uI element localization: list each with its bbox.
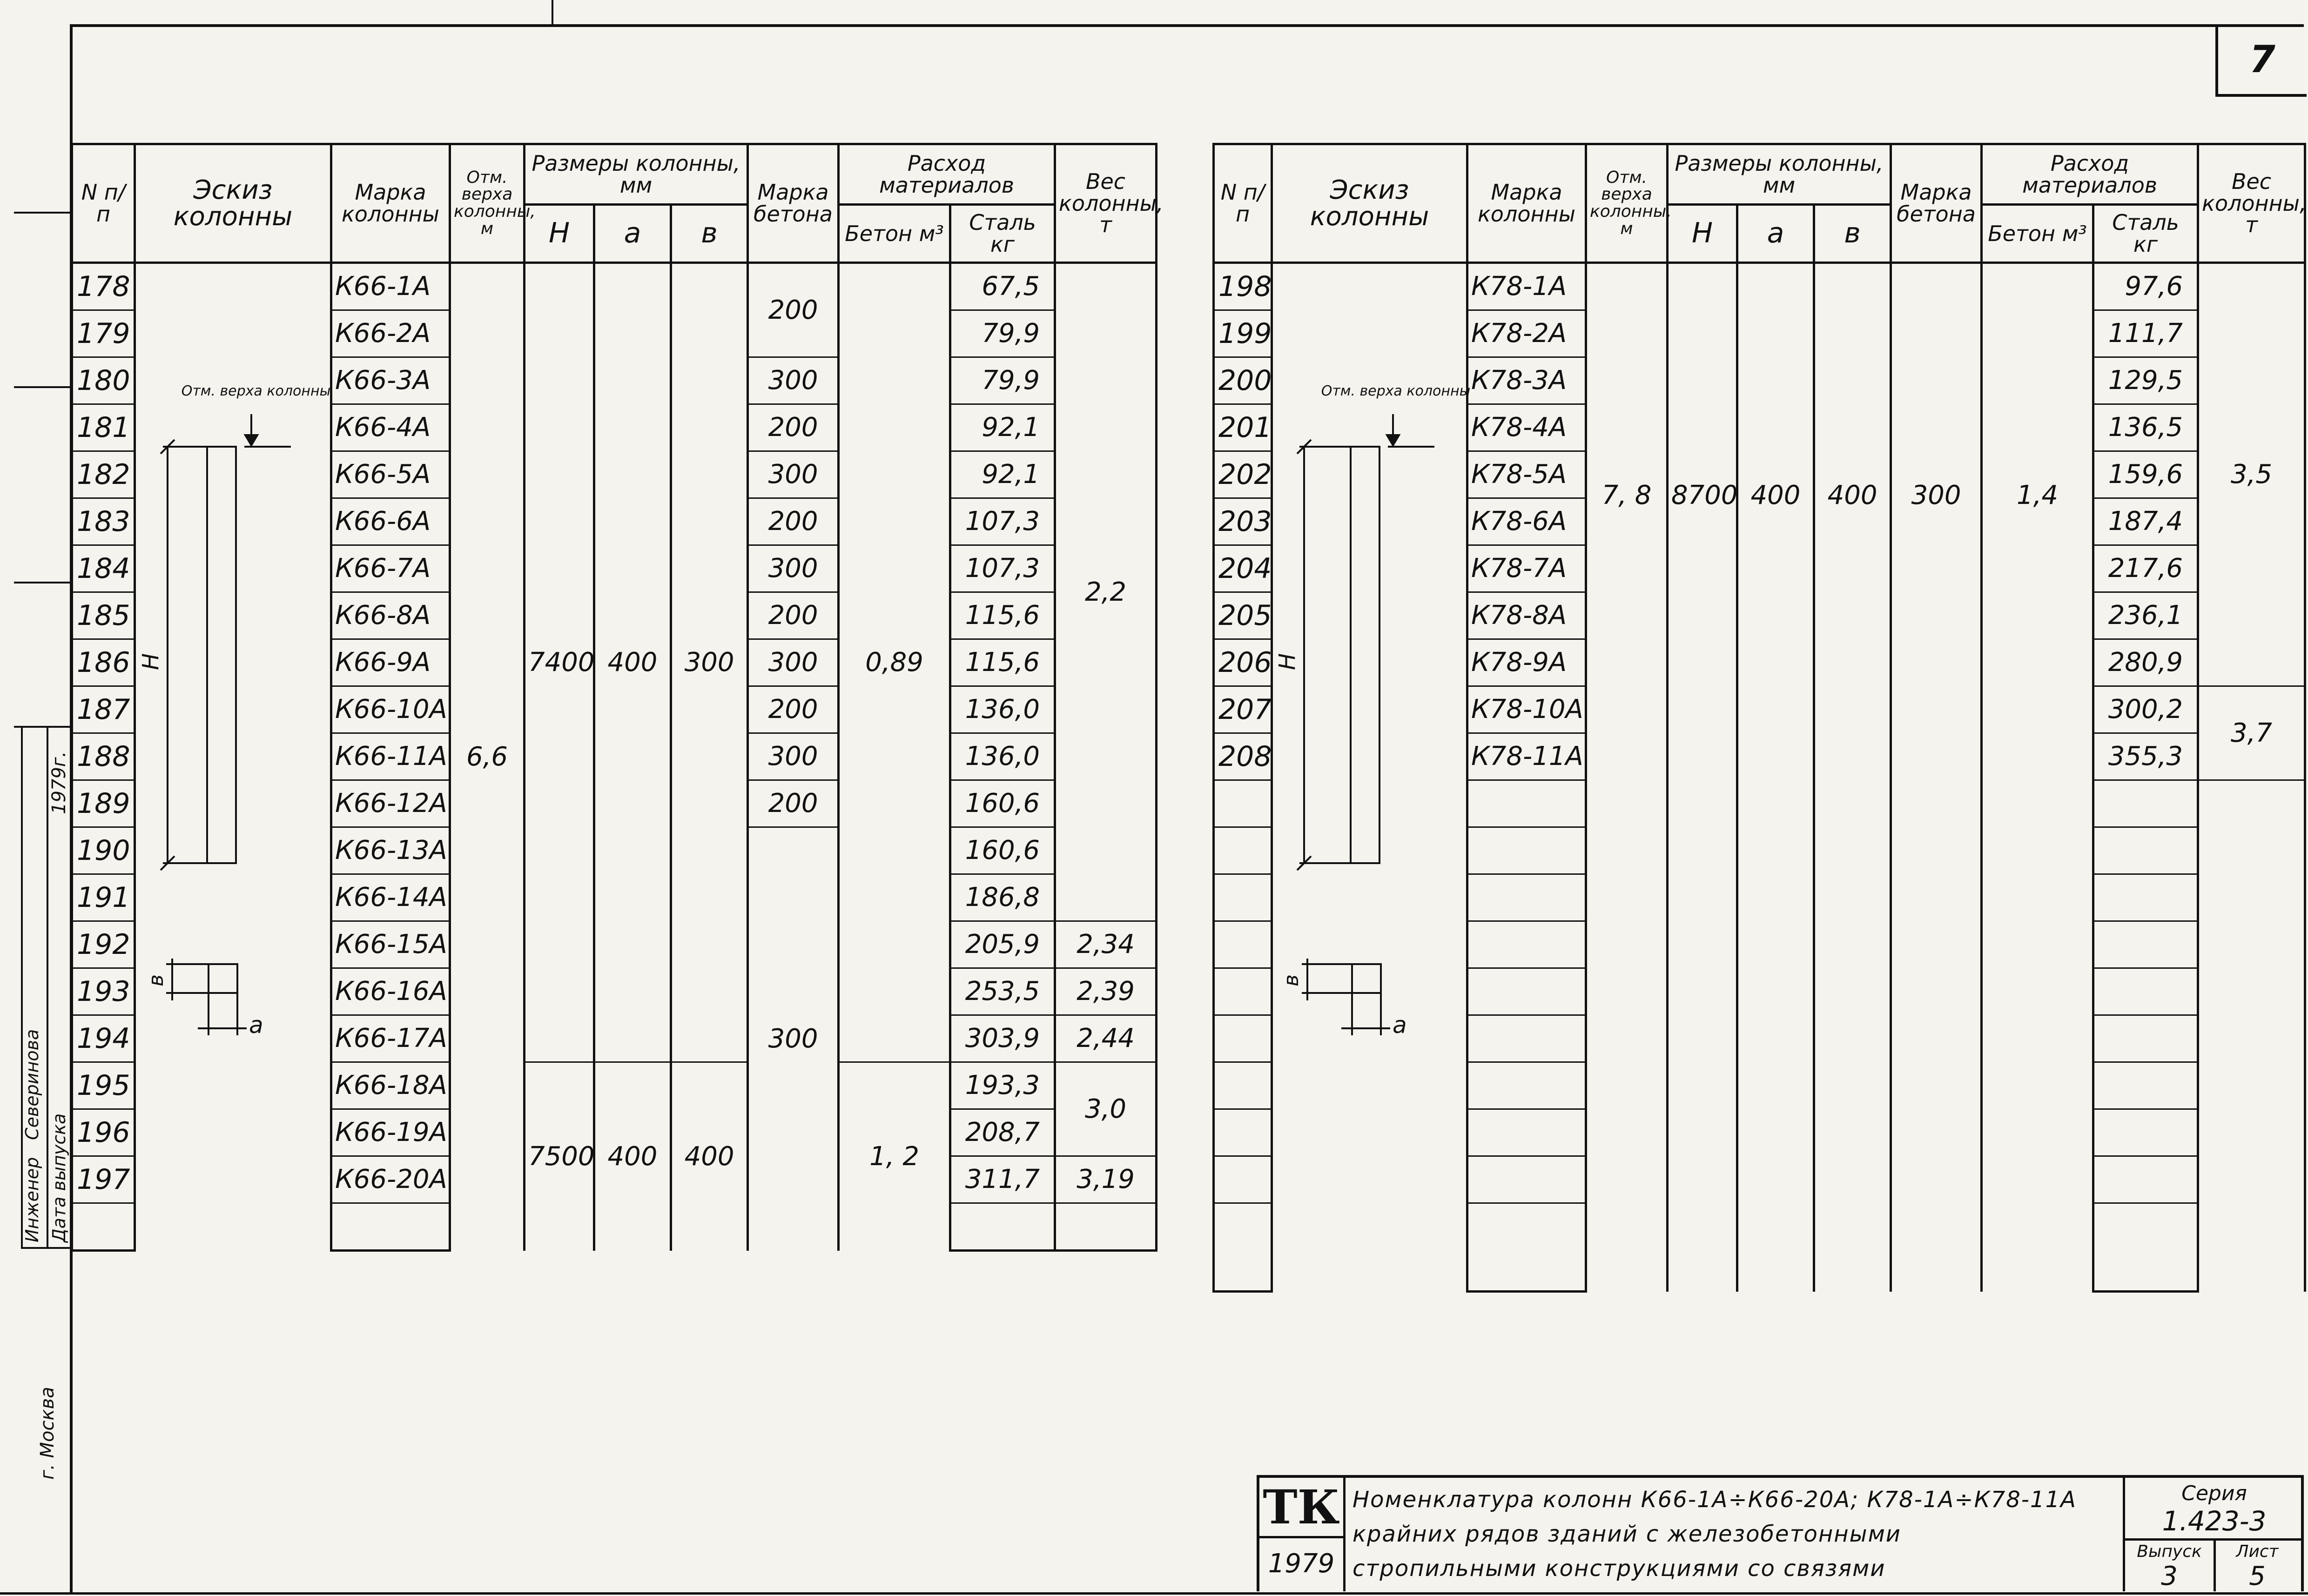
release-date-label: Дата выпуска [49, 1113, 69, 1242]
row-number: 199 [1214, 310, 1272, 357]
weight-value: 3,5 [2198, 263, 2305, 686]
row-empty [2093, 1062, 2198, 1109]
row-empty [2093, 1156, 2198, 1203]
steel-value: 311,7 [950, 1156, 1055, 1203]
header-weight: Вес колонны, т [2198, 144, 2305, 263]
dim-a-value: 400 [1737, 263, 1814, 1292]
row-mark: К66-17А [331, 1015, 450, 1062]
frame-bottom-line [0, 1592, 2308, 1595]
row-number: 186 [72, 639, 135, 686]
concrete-mark-value: 300 [748, 545, 839, 592]
steel-value: 303,9 [950, 1015, 1055, 1062]
sketch-b-label: в [1279, 974, 1303, 986]
column-elevation-outline [1351, 447, 1379, 863]
row-empty [1214, 1203, 1272, 1292]
header-concrete-mark: Марка бетона [748, 144, 839, 263]
steel-empty [950, 1203, 1055, 1251]
row-number: 180 [72, 357, 135, 404]
steel-value: 280,9 [2093, 639, 2198, 686]
row-number: 179 [72, 310, 135, 357]
row-number: 204 [1214, 545, 1272, 592]
stamp-logo-cell [1259, 1478, 1346, 1538]
row-number: 195 [72, 1062, 135, 1109]
row-empty [2093, 1109, 2198, 1156]
row-mark: К66-4А [331, 404, 450, 451]
row-number: 182 [72, 451, 135, 498]
header-dim-a: а [1737, 205, 1814, 263]
sketch-h-label: Н [1274, 653, 1300, 670]
steel-value: 187,4 [2093, 498, 2198, 545]
row-empty [1214, 1015, 1272, 1062]
city-label: г. Москва [37, 1387, 58, 1480]
row-number: 192 [72, 921, 135, 968]
steel-value: 92,1 [950, 451, 1055, 498]
engineer-name: Северинова [22, 1029, 42, 1140]
header-steel: Сталь кг [2093, 205, 2198, 263]
row-number: 191 [72, 874, 135, 921]
concrete-volume-value: 1,4 [1982, 263, 2093, 1292]
header-dim-h: Н [525, 205, 594, 263]
weight-value: 2,39 [1055, 968, 1157, 1015]
header-mark: Марка колонны [1467, 144, 1586, 263]
concrete-mark-value: 300 [748, 733, 839, 780]
weight-value: 3,0 [1055, 1062, 1157, 1156]
row-number: 196 [72, 1109, 135, 1156]
row-mark: К78-11А [1467, 733, 1586, 780]
steel-value: 160,6 [950, 827, 1055, 874]
concrete-volume-value-2: 1, 2 [839, 1062, 950, 1251]
frame-top-line [70, 24, 2304, 27]
header-materials: Расход материалов [1982, 144, 2198, 205]
steel-value: 79,9 [950, 357, 1055, 404]
frame-tick [552, 0, 553, 26]
dim-b-value: 400 [1814, 263, 1891, 1292]
header-dim-b: в [1814, 205, 1891, 263]
concrete-mark-value: 300 [748, 451, 839, 498]
concrete-mark-value: 200 [748, 404, 839, 451]
sketch-a-label: а [1393, 1012, 1407, 1039]
row-number: 200 [1214, 357, 1272, 404]
steel-value: 159,6 [2093, 451, 2198, 498]
row-mark: К66-8А [331, 592, 450, 639]
stamp-sheet-cell [2214, 1538, 2301, 1591]
header-num: N п/п [72, 144, 135, 263]
top-mark-arrow [245, 435, 257, 445]
weight-value: 2,44 [1055, 1015, 1157, 1062]
row-number: 178 [72, 263, 135, 310]
dim-b-value-2: 400 [671, 1062, 748, 1251]
steel-value: 193,3 [950, 1062, 1055, 1109]
top-mark-value: 7, 8 [1586, 263, 1668, 1292]
header-concrete-mark: Марка бетона [1891, 144, 1982, 263]
header-top-mark: Отм. верха колонны, м [1586, 144, 1668, 263]
stamp-title-line3: стропильными конструкциями со связями [1353, 1556, 1886, 1582]
concrete-volume-value: 0,89 [839, 263, 950, 1062]
row-number: 198 [1214, 263, 1272, 310]
row-empty [1467, 1109, 1586, 1156]
row-mark-empty [331, 1203, 450, 1251]
row-empty [1214, 874, 1272, 921]
header-mark: Марка колонны [331, 144, 450, 263]
title-stamp [1257, 1475, 2304, 1591]
stamp-sheet-label: Лист [2236, 1542, 2279, 1561]
header-steel: Сталь кг [950, 205, 1055, 263]
row-empty [1214, 1109, 1272, 1156]
row-number: 208 [1214, 733, 1272, 780]
side-labels [0, 721, 71, 1531]
concrete-mark-value: 200 [748, 592, 839, 639]
row-mark: К78-6А [1467, 498, 1586, 545]
weight-value: 2,34 [1055, 921, 1157, 968]
stamp-title-line1: Номенклатура колонн К66-1А÷К66-20А; К78-1А÷К78-11А [1353, 1487, 2077, 1513]
sketch-b-label: в [144, 974, 168, 986]
concrete-mark-value: 200 [748, 686, 839, 733]
row-number: 193 [72, 968, 135, 1015]
row-mark: К78-8А [1467, 592, 1586, 639]
stamp-year-cell [1259, 1536, 1346, 1591]
weight-empty [2198, 780, 2305, 1292]
year-label: 1979г. [48, 751, 70, 814]
row-empty [1214, 921, 1272, 968]
row-mark: К78-9А [1467, 639, 1586, 686]
concrete-mark-value: 200 [748, 498, 839, 545]
steel-value: 300,2 [2093, 686, 2198, 733]
row-number: 189 [72, 780, 135, 827]
header-num: N п/п [1214, 144, 1272, 263]
row-empty [1467, 921, 1586, 968]
side-tick [14, 386, 70, 388]
stamp-year: 1979 [1268, 1549, 1335, 1579]
right-column-sketch [1274, 261, 1469, 1075]
steel-value: 129,5 [2093, 357, 2198, 404]
weight-value: 3,7 [2198, 686, 2305, 780]
stamp-issue-cell [2123, 1538, 2216, 1591]
row-empty [2093, 1203, 2198, 1292]
row-number: 181 [72, 404, 135, 451]
column-elevation-outline [207, 447, 236, 863]
dim-h-value-2: 7500 [525, 1062, 594, 1251]
stamp-issue-label: Выпуск [2137, 1542, 2202, 1561]
row-number: 183 [72, 498, 135, 545]
steel-value: 111,7 [2093, 310, 2198, 357]
side-tick [14, 582, 70, 583]
row-empty [1467, 1062, 1586, 1109]
row-mark: К78-7А [1467, 545, 1586, 592]
steel-value: 208,7 [950, 1109, 1055, 1156]
row-empty [2093, 874, 2198, 921]
row-empty [2093, 780, 2198, 827]
dim-b-value: 300 [671, 263, 748, 1062]
row-mark: К78-3А [1467, 357, 1586, 404]
row-mark: К66-1А [331, 263, 450, 310]
sheet-number: 7 [2249, 37, 2275, 81]
steel-value: 97,6 [2093, 263, 2198, 310]
row-empty [1214, 780, 1272, 827]
row-number: 190 [72, 827, 135, 874]
row-mark: К66-20А [331, 1156, 450, 1203]
row-mark: К66-6А [331, 498, 450, 545]
row-mark: К78-2А [1467, 310, 1586, 357]
row-mark: К66-10А [331, 686, 450, 733]
concrete-mark-value: 200 [748, 780, 839, 827]
row-mark: К66-2А [331, 310, 450, 357]
left-column-sketch [137, 261, 333, 1075]
header-concrete: Бетон м³ [839, 205, 950, 263]
steel-value: 136,5 [2093, 404, 2198, 451]
row-mark: К78-1А [1467, 263, 1586, 310]
concrete-mark-value: 300 [748, 827, 839, 1251]
stamp-title-line2: крайних рядов зданий с железобетонными [1353, 1521, 1901, 1547]
steel-value: 136,0 [950, 686, 1055, 733]
row-mark: К66-5А [331, 451, 450, 498]
top-mark-arrow [1387, 435, 1399, 445]
steel-value: 92,1 [950, 404, 1055, 451]
weight-empty [1055, 1203, 1157, 1251]
steel-value: 160,6 [950, 780, 1055, 827]
row-empty [1467, 827, 1586, 874]
steel-value: 355,3 [2093, 733, 2198, 780]
row-empty [2093, 1015, 2198, 1062]
top-mark-value: 6,6 [450, 263, 525, 1251]
stamp-sheet-value: 5 [2249, 1561, 2266, 1591]
row-number: 187 [72, 686, 135, 733]
steel-value: 79,9 [950, 310, 1055, 357]
row-empty [2093, 921, 2198, 968]
row-mark: К66-16А [331, 968, 450, 1015]
header-dimensions: Размеры колонны, мм [1668, 144, 1891, 205]
row-number: 194 [72, 1015, 135, 1062]
sketch-top-label: Отм. верха колонны [1321, 383, 1471, 399]
row-mark: К78-10А [1467, 686, 1586, 733]
steel-value: 205,9 [950, 921, 1055, 968]
row-mark: К66-14А [331, 874, 450, 921]
dim-a-value: 400 [594, 263, 671, 1062]
header-sketch: Эскиз колонны [135, 144, 331, 263]
row-number: 201 [1214, 404, 1272, 451]
header-top-mark: Отм. верха колонны, м [450, 144, 525, 263]
row-empty [1214, 968, 1272, 1015]
row-mark: К78-4А [1467, 404, 1586, 451]
concrete-mark-value: 300 [748, 639, 839, 686]
steel-value: 136,0 [950, 733, 1055, 780]
stamp-series-value: 1.423-3 [2162, 1505, 2267, 1537]
row-empty [1467, 874, 1586, 921]
sketch-h-label: Н [138, 653, 164, 670]
row-empty [1467, 780, 1586, 827]
dim-h-value: 7400 [525, 263, 594, 1062]
row-mark: К66-3А [331, 357, 450, 404]
engineer-label: Инженер [22, 1157, 42, 1242]
dim-h-value: 8700 [1668, 263, 1737, 1292]
steel-value: 253,5 [950, 968, 1055, 1015]
row-mark: К66-19А [331, 1109, 450, 1156]
header-concrete: Бетон м³ [1982, 205, 2093, 263]
row-number: 188 [72, 733, 135, 780]
concrete-mark-value: 300 [1891, 263, 1982, 1292]
row-empty [1467, 968, 1586, 1015]
row-mark: К66-9А [331, 639, 450, 686]
steel-value: 217,6 [2093, 545, 2198, 592]
steel-value: 236,1 [2093, 592, 2198, 639]
side-tick [14, 212, 70, 214]
row-empty [1467, 1015, 1586, 1062]
stamp-series-label: Серия [2181, 1482, 2247, 1505]
row-empty [1214, 1156, 1272, 1203]
steel-value: 115,6 [950, 592, 1055, 639]
header-dim-b: в [671, 205, 748, 263]
sketch-top-label: Отм. верха колонны [181, 383, 331, 399]
steel-value: 107,3 [950, 498, 1055, 545]
row-number: 202 [1214, 451, 1272, 498]
row-empty [2093, 968, 2198, 1015]
row-mark: К66-7А [331, 545, 450, 592]
row-number-empty [72, 1203, 135, 1251]
header-sketch: Эскиз колонны [1272, 144, 1467, 263]
row-number: 205 [1214, 592, 1272, 639]
header-dim-h: Н [1668, 205, 1737, 263]
concrete-mark-value: 200 [748, 263, 839, 357]
steel-value: 115,6 [950, 639, 1055, 686]
row-number: 184 [72, 545, 135, 592]
column-section-outline [1352, 964, 1381, 993]
row-number: 197 [72, 1156, 135, 1203]
row-number: 203 [1214, 498, 1272, 545]
row-empty [1214, 1062, 1272, 1109]
column-section-outline [209, 964, 237, 993]
row-empty [1467, 1156, 1586, 1203]
row-number: 185 [72, 592, 135, 639]
stamp-logo: ТК [1263, 1479, 1340, 1535]
stamp-issue-value: 3 [2161, 1561, 2178, 1591]
weight-value: 3,19 [1055, 1156, 1157, 1203]
row-number: 207 [1214, 686, 1272, 733]
sheet-number-box [2215, 24, 2307, 97]
row-mark: К78-5А [1467, 451, 1586, 498]
row-empty [2093, 827, 2198, 874]
row-empty [1214, 827, 1272, 874]
dim-a-value-2: 400 [594, 1062, 671, 1251]
row-empty [1467, 1203, 1586, 1292]
steel-value: 186,8 [950, 874, 1055, 921]
stamp-series-cell [2123, 1478, 2303, 1541]
side-tick [14, 726, 70, 728]
row-mark: К66-18А [331, 1062, 450, 1109]
steel-value: 107,3 [950, 545, 1055, 592]
concrete-mark-value: 300 [748, 357, 839, 404]
header-dim-a: а [594, 205, 671, 263]
stamp-title [1353, 1482, 2077, 1589]
row-mark: К66-11А [331, 733, 450, 780]
steel-value: 67,5 [950, 263, 1055, 310]
header-materials: Расход материалов [839, 144, 1055, 205]
header-dimensions: Размеры колонны, мм [525, 144, 748, 205]
row-mark: К66-13А [331, 827, 450, 874]
row-mark: К66-12А [331, 780, 450, 827]
row-number: 206 [1214, 639, 1272, 686]
row-mark: К66-15А [331, 921, 450, 968]
weight-value: 2,2 [1055, 263, 1157, 921]
header-weight: Вес колонны, т [1055, 144, 1157, 263]
sketch-a-label: а [249, 1012, 263, 1039]
